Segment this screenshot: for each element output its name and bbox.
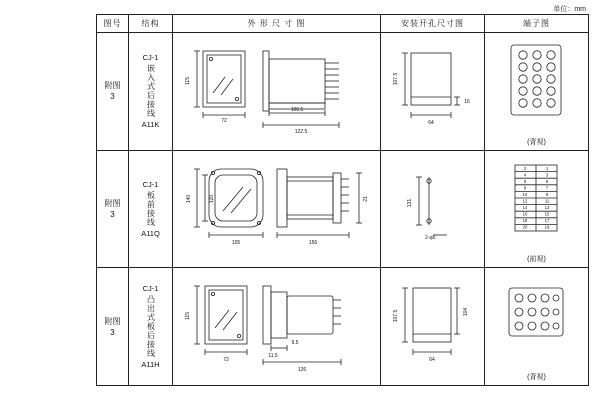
header-fig-no: 图号: [97, 15, 129, 33]
svg-text:1: 1: [545, 165, 549, 171]
mounting-drawing-cell: [381, 150, 485, 268]
terminal-drawing-2: [485, 151, 588, 268]
svg-text:12: 12: [522, 198, 528, 204]
dim-104: 104: [463, 308, 469, 317]
fig-no-line1: 附图: [104, 81, 121, 91]
svg-text:14: 14: [522, 204, 528, 210]
dim-100-5: 100.5: [290, 106, 304, 113]
terminal-view-caption: (背视): [527, 138, 546, 146]
dim-122-5: 122.5: [294, 128, 308, 135]
dim-107-5: 107.5: [393, 72, 399, 86]
svg-text:18: 18: [522, 217, 528, 223]
svg-text:5: 5: [545, 178, 549, 184]
dim-156: 156: [308, 239, 318, 246]
svg-text:7: 7: [545, 185, 549, 191]
structure-model: CJ-1: [142, 179, 159, 189]
terminal-drawing-1: [485, 33, 588, 150]
header-outline: 外 形 尺 寸 图: [173, 15, 381, 33]
outline-drawing-cell: [173, 150, 381, 268]
structure-code: A11Q: [141, 228, 160, 238]
structure-code: A11H: [141, 360, 160, 370]
fig-no-line1: 附图: [104, 198, 121, 208]
svg-text:4: 4: [523, 172, 527, 178]
structure-cell: [129, 268, 173, 386]
fig-no-line2: 3: [110, 327, 115, 337]
table-header-row: [97, 15, 589, 33]
structure-model: CJ-1: [142, 53, 159, 63]
structure-model: CJ-1: [142, 284, 159, 294]
mounting-drawing-cell: [381, 268, 485, 386]
svg-text:6: 6: [523, 178, 527, 184]
dim-16: 16: [464, 98, 470, 105]
dim-105: 105: [231, 239, 241, 246]
svg-text:16: 16: [522, 211, 528, 217]
fig-no-cell: [97, 268, 129, 386]
dim-107-5: 107.5: [393, 310, 399, 323]
svg-text:15: 15: [544, 211, 550, 217]
fig-no-line2: 3: [110, 92, 115, 102]
dim-64: 64: [428, 119, 434, 126]
dim-115: 115: [185, 312, 191, 321]
dim-131: 131: [407, 198, 413, 207]
fig-no-cell: [97, 150, 129, 268]
svg-text:3: 3: [545, 172, 549, 178]
svg-text:2: 2: [523, 165, 527, 171]
outline-drawing-cell: [173, 268, 381, 386]
dim-140: 140: [186, 194, 192, 203]
dim-64: 64: [429, 357, 435, 364]
terminal-drawing-3: [485, 268, 588, 385]
svg-text:11: 11: [544, 198, 550, 204]
outline-drawing-2: [173, 151, 380, 268]
terminal-drawing-cell: [485, 150, 589, 268]
fig-no-line1: 附图: [104, 316, 121, 326]
dim-126: 126: [297, 367, 307, 374]
structure-cell: [129, 150, 173, 268]
header-terminal: 端子图: [485, 15, 589, 33]
structure-code: A11K: [141, 120, 160, 130]
terminal-view-caption: (前视): [527, 256, 546, 264]
fig-no-cell: [97, 32, 129, 150]
header-structure: 结构: [129, 15, 173, 33]
table-row: [97, 32, 589, 150]
mounting-drawing-1: [381, 33, 484, 150]
dim-9-5: 9.5: [291, 340, 299, 347]
outline-drawing-cell: [173, 32, 381, 150]
outline-drawing-3: [173, 268, 380, 385]
table-row: [97, 268, 589, 386]
structure-description: 凸出式板后接线: [146, 295, 156, 359]
svg-text:19: 19: [544, 224, 550, 230]
dim-115: 115: [185, 76, 191, 85]
svg-text:13: 13: [544, 204, 550, 210]
structure-description: 板前接线: [146, 190, 156, 227]
structure-description: 嵌入式后接线: [146, 64, 156, 119]
dim-120: 120: [209, 194, 215, 203]
terminal-drawing-cell: [485, 32, 589, 150]
svg-text:10: 10: [522, 191, 528, 197]
svg-text:17: 17: [544, 217, 550, 223]
header-mounting: 安装开孔尺寸图: [381, 15, 485, 33]
terminal-view-caption: (背视): [527, 374, 546, 381]
dim-72: 72: [221, 117, 227, 124]
dim-21: 21: [363, 195, 369, 202]
dim-72: 72: [223, 357, 229, 364]
svg-text:8: 8: [523, 185, 527, 191]
mounting-drawing-2: [381, 151, 484, 268]
terminal-drawing-cell: [485, 268, 589, 386]
mounting-drawing-cell: [381, 32, 485, 150]
mounting-drawing-3: [381, 268, 484, 385]
dim-2-phi5: 2-φ5: [425, 234, 436, 241]
fig-no-line2: 3: [110, 209, 115, 219]
svg-text:20: 20: [522, 224, 528, 230]
table-row: [97, 150, 589, 268]
unit-note: 单位：mm: [553, 6, 586, 13]
structure-cell: [129, 32, 173, 150]
dim-11-5: 11.5: [268, 353, 278, 360]
spec-table: [96, 14, 589, 386]
svg-text:9: 9: [545, 191, 549, 197]
outline-drawing-1: [173, 33, 380, 150]
